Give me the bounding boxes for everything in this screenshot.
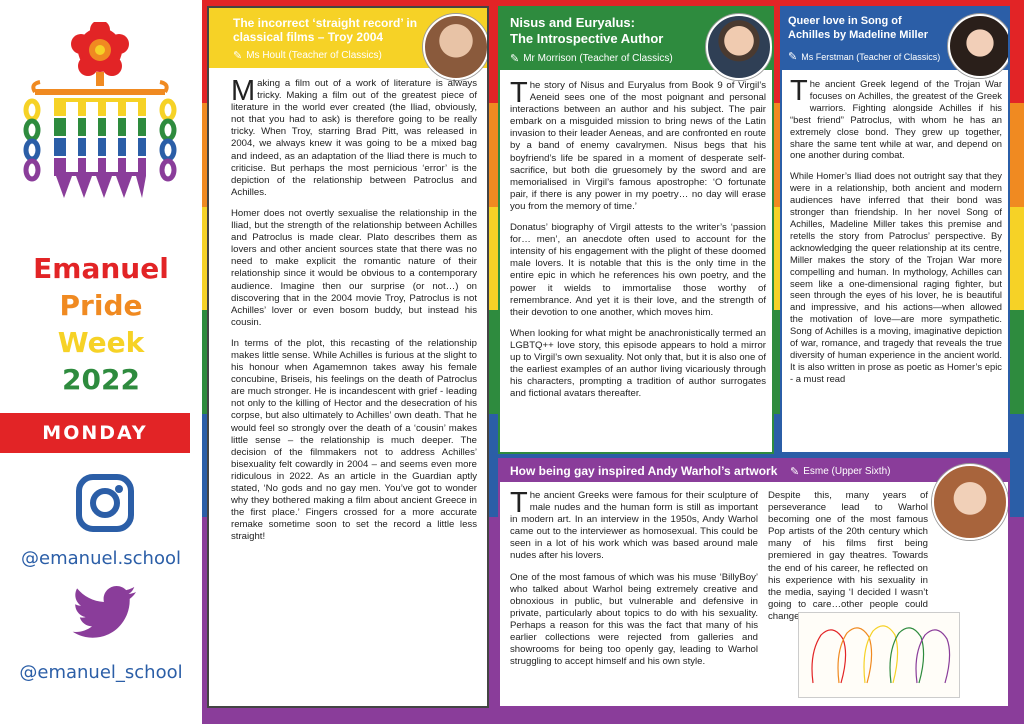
article-warhol-header (500, 460, 1008, 482)
brand-line-year: 2022 (62, 363, 140, 396)
article-warhol-title: How being gay inspired Andy Warhol’s artwork (510, 464, 778, 478)
brand-line-week: Week (57, 326, 145, 359)
article-nisus-para-2: Donatus’ biography of Virgil attests to the writer’s ‘passion for… men’, an anecdote often used to account for the intensity of his engagement with the plight of these doomed male lovers. It is notable that this is the only time in the entire epic in which he references his own poetry, and the power it wields to immortalise those worthy of remembrance. And yet it is their love, and the strength of their devotion to one another, which moves him. (510, 222, 766, 318)
article-nisus-author: Mr Morrison (Teacher of Classics) (523, 53, 673, 64)
article-warhol-para-3: Despite this, many years of perseverance lead to Warhol becoming one of the most famous Pop artists of the 20th century which many of his films first being premiered in gay theatres. Towards the end of his career, he reflected on his experience with his sexuality in the media, saying ‘I decided I wasn’t going to care…other people could change their attitudes (768, 490, 928, 622)
pen-icon: ✎ (790, 466, 800, 478)
author-photo-ferstman (948, 14, 1010, 78)
article-achilles-title (788, 14, 948, 42)
article-nisus-para-3: When looking for what might be anachronistically termed an LGBTQ++ love story, this episode appears to hold a mirror up to Virgil’s own sexuality. Not only that, but it is also one of the earliest examples of an author living vicariously through his characters, prompting a tradition of author surrogates and fictional avatars thereafter. (510, 327, 766, 400)
article-achilles-para-2: While Homer’s Iliad does not outright say that they were in a relationship, both ancient and modern audiences have inferred that their bond was stronger than friendship. In her novel Song of Achilles, Madeline Miller takes this premise and retells the story from Patroclus’ perspective. By acknowledging the queer relationship at its centre, Miller makes the story of the Trojan War more compelling and human. In mythology, Achilles can seem like a one-dimensional raging fighter, but seen through the eyes of his lover, he is beautiful and impressive, and his actions—when allowed the motivation of love—are more sympathetic. Song of Achilles is a moving, imaginative depiction of war, romance, and tragedy that reveals the true diversity of human experience in the ancient world. It is also written in prose as poetic as Homer’s epic - a must read (790, 170, 1002, 384)
instagram-icon[interactable] (76, 474, 134, 532)
pen-icon: ✎ (233, 50, 243, 62)
article-troy-para-1 (231, 75, 477, 199)
article-achilles-para-1 (790, 75, 1002, 161)
article-warhol-byline (790, 465, 890, 478)
article-nisus-title-line1: Nisus and Euryalus: (510, 15, 635, 30)
article-achilles-byline (788, 50, 940, 63)
article-nisus-title-line2: The Introspective Author (510, 31, 664, 46)
article-achilles-body (790, 75, 1002, 394)
article-nisus-title (510, 15, 663, 47)
article-troy-author: Ms Hoult (Teacher of Classics) (246, 50, 382, 61)
article-troy-para-1-text: aking a film out of a work of literature is always tricky. Making a film out of the greatest piece of literature in the world ever created (the Iliad, obviously, not that you had to ask) is therefore going to be really tricky. When Troy, starring Brad Pitt, was released in 2004, we always knew it was going to be a mixed bag and indeed, as an adaptation of the Iliad there is much to criticise. But perhaps the most pernicious ‘error’ is the depiction of the relationship between Patroclus and Achilles. (231, 78, 477, 198)
brand-title (0, 250, 202, 398)
sidebar (0, 0, 202, 724)
article-achilles-para-1-text: he ancient Greek legend of the Trojan War focuses on Achilles, the greatest of the Greek warriors. Fighting alongside Achilles if his “best friend” Patroclus, with whom he has an extremely close bond. They grew up together, share the same tent while at war, and depend on one another during combat. (790, 78, 1002, 161)
article-achilles-title-line2: Achilles by Madeline Miller (788, 29, 928, 41)
article-nisus-body (510, 77, 766, 409)
article-warhol-col2 (768, 490, 928, 632)
author-photo-esme (932, 464, 1008, 540)
article-warhol (498, 458, 1010, 708)
article-troy-title: The incorrect ‘straight record’ in classical films – Troy 2004 (233, 16, 418, 44)
pen-icon: ✎ (510, 53, 520, 65)
dropcap: T (790, 75, 808, 107)
article-warhol-para-1-text: he ancient Greeks were famous for their sculpture of male nudes and the human form is still as important in modern art. In an interview in the 1950s, Andy Warhol came out to the interviewer as homosexual. This could be seen in a lot of his work which was based around male nudes after his lovers. (510, 490, 758, 562)
dropcap: M (231, 75, 256, 107)
article-nisus-byline (510, 52, 673, 65)
pen-icon: ✎ (788, 51, 798, 63)
brand-line-emanuel: Emanuel (33, 252, 169, 285)
article-warhol-para-2: One of the most famous of which was his muse ‘BillyBoy’ who talked about Warhol being extremely creative and obnoxious in public, but vulnerable and defensive in private, particularly about topics to do with his sexuality. Perhaps a reason for this was the fact that many of his earlier collections were rejected from galleries and showrooms for being too openly gay, leading to Warhol struggling to accept himself and his own style. (510, 571, 758, 668)
article-nisus-para-1 (510, 77, 766, 213)
article-troy-body (231, 75, 477, 552)
article-achilles (780, 6, 1010, 454)
dropcap: T (510, 487, 528, 519)
pride-portcullis-logo (20, 22, 180, 222)
article-troy-byline (233, 49, 382, 62)
author-photo-hoult (423, 14, 489, 80)
day-banner: MONDAY (0, 413, 190, 453)
twitter-icon[interactable] (72, 586, 138, 640)
article-warhol-author: Esme (Upper Sixth) (803, 466, 891, 477)
instagram-handle[interactable]: @emanuel.school (21, 548, 181, 569)
brand-line-pride: Pride (59, 289, 143, 322)
article-warhol-para-1 (510, 487, 758, 563)
dropcap: T (510, 77, 528, 109)
article-troy (207, 6, 489, 708)
article-achilles-author: Ms Ferstman (Teacher of Classics) (801, 51, 941, 62)
author-photo-morrison (706, 14, 772, 80)
article-nisus-para-1-text: he story of Nisus and Euryalus from Book 9 of Virgil’s Aeneid sees one of the most poignant and personal interactions between an author and his subject. The pair embark on a misguided mission to bring news of the Latin invasion to their leader Aeneas, and are confronted en route by a band of enemy cavalrymen. Nisus begs that his boyfriend’s life be spared in a moment of desperate self-sacrifice, but both die gruesomely by the sword and are memorialised in Virgil’s famous apostrophe: ‘O fortunate pair, if there is any power in my poetry… no day will erase you from the memory of time.’ (510, 80, 766, 212)
article-troy-para-2: Homer does not overtly sexualise the relationship in the Iliad, but the strength of the relationship between Achilles and Patroclus is made clear. Plato describes them as lovers and other ancient sources state that there was no need to make explicit the romantic nature of their relationship since it would be obvious to a contemporary audience. Imagine then our surprise (or not…) on discovering that in the 2004 movie Troy, Patroclus is not Achilles’ lover or even bosom buddy, but instead his cousin. (231, 207, 477, 328)
warhol-portraits-sketch (798, 612, 960, 698)
article-achilles-title-line1: Queer love in Song of (788, 15, 902, 27)
twitter-handle[interactable]: @emanuel_school (19, 662, 183, 683)
article-troy-para-3: In terms of the plot, this recasting of the relationship makes little sense. While Achilles is furious at the slight to his honour when Agamemnon takes away his female concubine, Briseis, his feelings on the death of Patroclus are much stronger. He is incandescent with grief - leading not only to the killing of Hector and the desecration of his corpse, but also ultimately to Achilles’ own death. That he would feel so strongly over the death of a ‘cousin’ makes little sense – the relationship is much deeper. The decision of the filmmakers not to address Achilles’ bisexuality felt cowardly in 2004 – and seems even more ridiculous in 2022. As an article in the Guardian aptly stated, ‘No gods and no gay men. You’ve got to wonder why they bothered making a film about ancient Greece in the first place.’ Fingers crossed for a more accurate remake sometime soon to set the record a little less straight! (231, 337, 477, 543)
article-warhol-col1 (510, 487, 758, 677)
article-nisus (498, 6, 774, 454)
